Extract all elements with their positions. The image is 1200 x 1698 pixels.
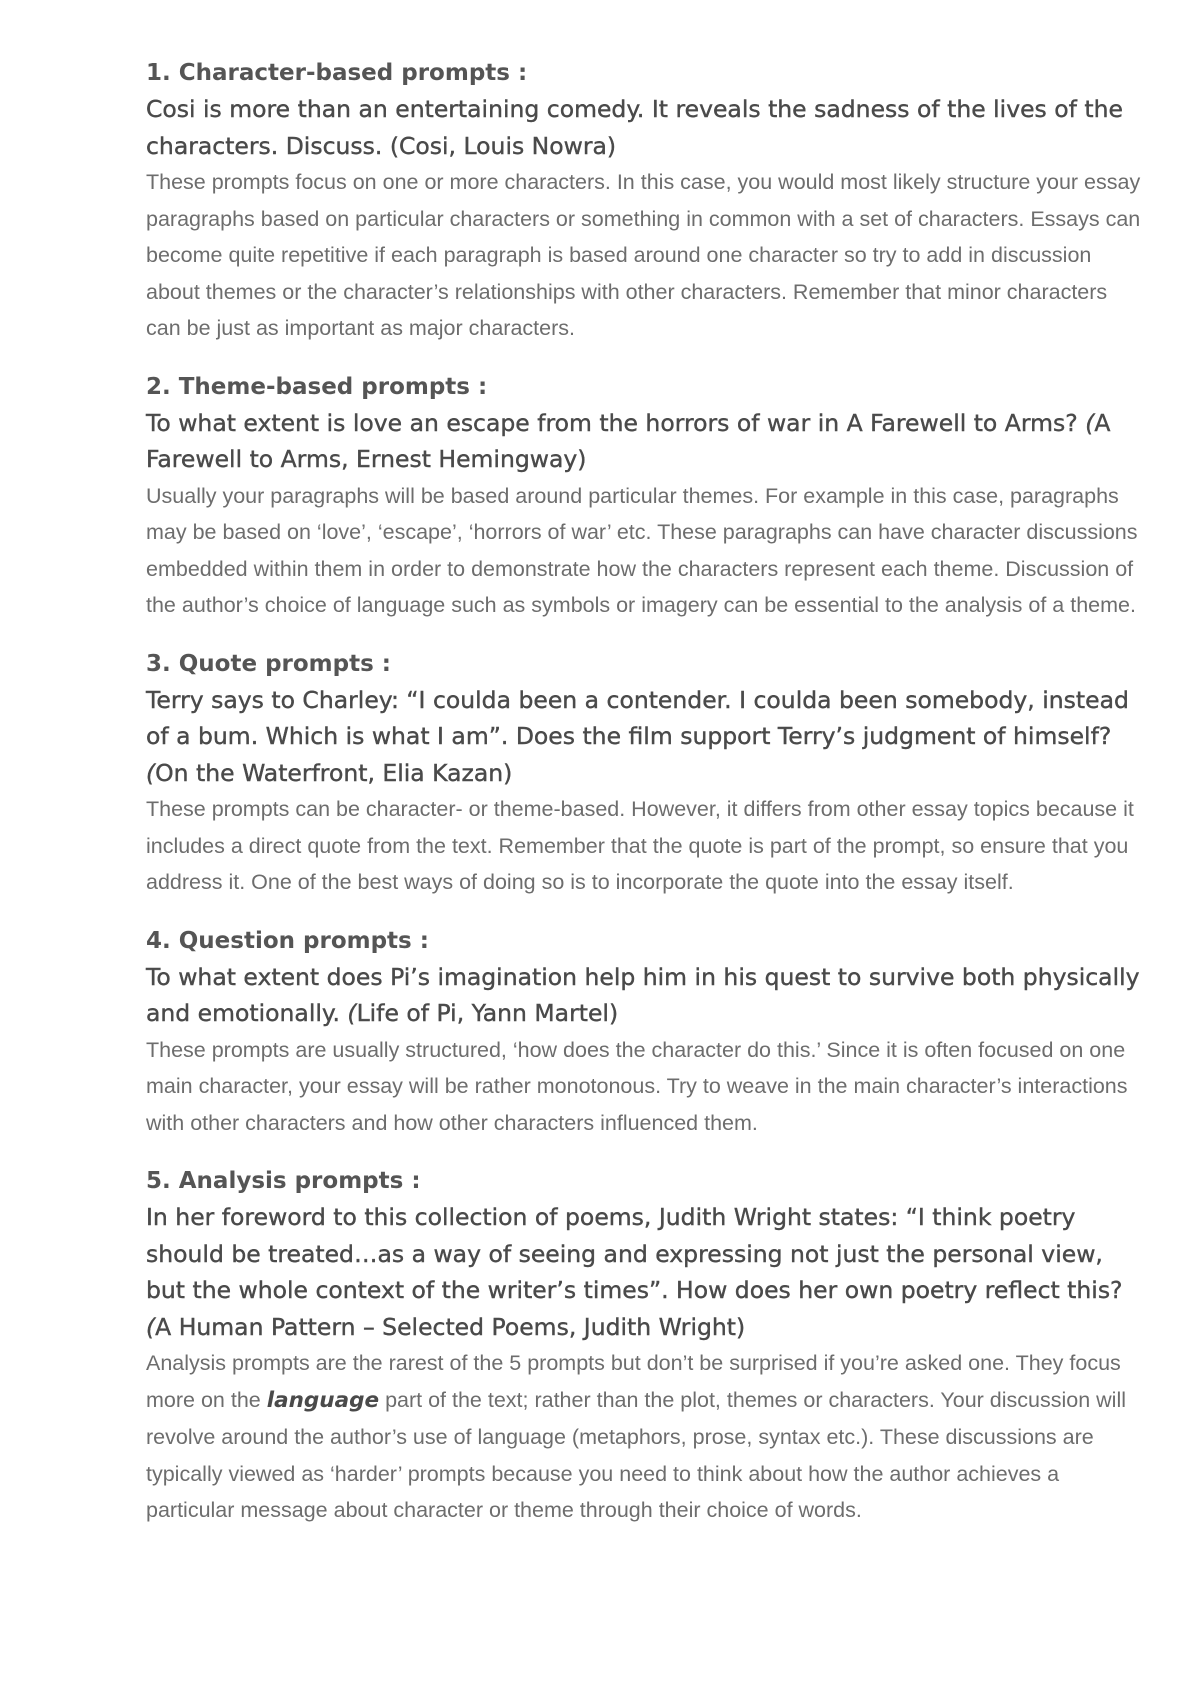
section-description: These prompts can be character- or theme-based. However, it differs from other essay topics because it includes a direct quote from the text. Remember that the quote is part of the prompt, so ensure that you address it. One of the best ways of doing so is to incorporate the quote into the essay itself.: [146, 797, 1134, 894]
section-heading: 1. Character-based prompts :: [146, 60, 528, 86]
prompt-paren: (: [1085, 408, 1095, 437]
section-theme-based: [146, 369, 1146, 624]
section-heading: 3. Quote prompts :: [146, 650, 392, 677]
example-prompt: [146, 959, 1146, 1032]
description-text: Analysis prompts are the rarest of the 5 prompts but don’t be surprised if you’re asked one. They focus more on the: [146, 1351, 1121, 1412]
example-prompt: Cosi is more than an entertaining comedy. It reveals the sadness of the lives of the characters. Discuss. (Cosi, Louis Nowra): [146, 95, 1123, 160]
section-heading: 2. Theme-based prompts :: [146, 373, 488, 400]
section-heading: 4. Question prompts :: [146, 927, 429, 954]
example-prompt: [146, 1199, 1146, 1345]
section-quote: [146, 646, 1146, 901]
prompt-paren: (: [347, 999, 357, 1027]
section-analysis: [146, 1163, 1146, 1529]
section-description: These prompts are usually structured, ‘how does the character do this.’ Since it is often focused on one main character, your essay will be rather monotonous. Try to weave in the main character’s interactions with other characters and how other characters influenced them.: [146, 1037, 1128, 1135]
prompt-text: In her foreword to this collection of poems, Judith Wright states: “I think poetry should be treated…as a way of seeing and expressing not just the personal view, but the whole context of the writer’s times”. How does her own poetry reflect this?: [146, 1203, 1123, 1304]
section-description: [146, 1345, 1146, 1529]
example-prompt: [146, 682, 1146, 792]
section-description: These prompts focus on one or more characters. In this case, you would most likely structure your essay paragraphs based on particular characters or something in common with a set of characters. Essays can become quite repetitive if each paragraph is based around one character so try to add in discussion about themes or the character’s relationships with other characters. Remember that minor characters can be just as important as major characters.: [146, 170, 1141, 340]
prompt-source: On the Waterfront, Elia Kazan): [155, 758, 513, 787]
description-text: part of the text; rather than the plot, themes or characters. Your discussion will revolve around the author’s use of language (metaphors, prose, syntax etc.). These discussions are typically viewed as ‘harder’ prompts because you need to think about how the author achieves a particular message about character or theme through their choice of words.: [146, 1387, 1127, 1522]
section-heading: 5. Analysis prompts :: [146, 1168, 421, 1194]
prompt-source: Life of Pi, Yann Martel): [356, 999, 619, 1027]
section-character-based: [146, 55, 1146, 347]
language-emphasis: language: [266, 1387, 380, 1413]
document-page: [146, 55, 1146, 1551]
prompt-paren: (: [146, 758, 156, 787]
section-description: Usually your paragraphs will be based around particular themes. For example in this case, paragraphs may be based on ‘love’, ‘escape’, ‘horrors of war’ etc. These paragraphs can have character discussions embedded within them in order to demonstrate how the characters represent each theme. Discussion of the author’s choice of language such as symbols or imagery can be essential to the analysis of a theme.: [146, 483, 1138, 617]
prompt-source: A Farewell to Arms, Ernest Hemingway): [146, 408, 1111, 473]
section-question: [146, 923, 1146, 1142]
example-prompt: [146, 405, 1146, 478]
prompt-paren: (: [146, 1312, 156, 1341]
prompt-text: Terry says to Charley: “I coulda been a contender. I coulda been somebody, instead of a bum. Which is what I am”. Does the film support Terry’s judgment of himself?: [146, 685, 1129, 750]
prompt-text: To what extent does Pi’s imagination help him in his quest to survive both physically and emotionally.: [146, 962, 1140, 1027]
prompt-source: A Human Pattern – Selected Poems, Judith Wright): [155, 1312, 746, 1341]
prompt-text: To what extent is love an escape from the horrors of war in A Farewell to Arms?: [146, 408, 1086, 437]
